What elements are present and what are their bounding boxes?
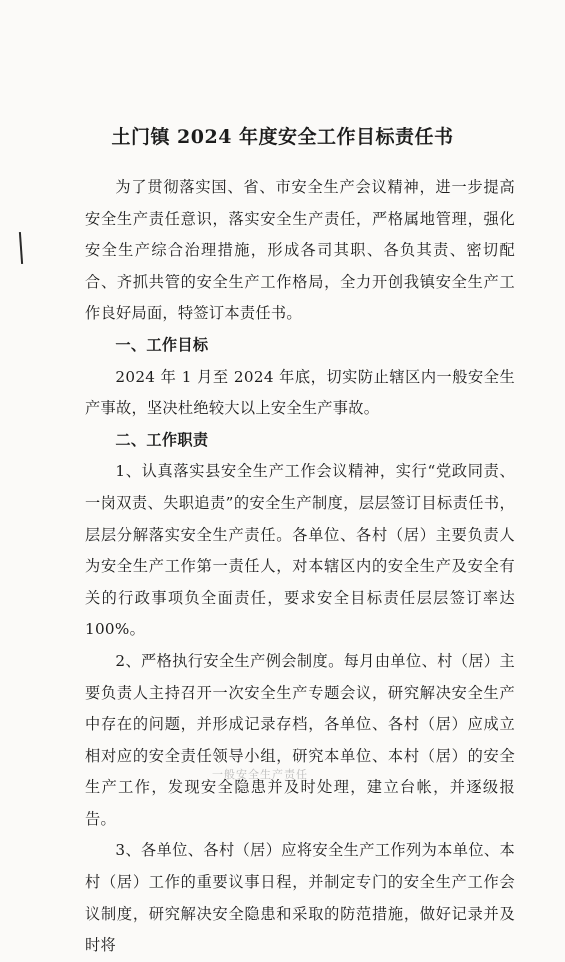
margin-pen-mark xyxy=(19,232,23,264)
document-body xyxy=(85,172,515,962)
goals-paragraph: 2024 年 1 月至 2024 年底，切实防止辖区内一般安全生产事故，坚决杜绝较大以上安全生产事故。 xyxy=(85,367,515,418)
duty-paragraph-1: 1、认真落实县安全生产工作会议精神，实行“党政同责、一岗双责、失职追责”的安全生产制度，层层签订目标责任书，层层分解落实安全生产责任。各单位、各村（居）主要负责人为安全生产工作第一责任人，对本辖区内的安全生产及安全有关的行政事项负全面责任，要求安全目标责任层层签订率达 100%。 xyxy=(85,462,515,639)
faded-overlay-text: 一般安全生产责任 xyxy=(212,768,308,781)
section-heading-goals: 一、工作目标 xyxy=(115,335,209,354)
document-title: 土门镇 2024 年度安全工作目标责任书 xyxy=(111,126,454,148)
intro-paragraph: 为了贯彻落实国、省、市安全生产会议精神，进一步提高安全生产责任意识，落实安全生产责任，严格属地管理，强化安全生产综合治理措施，形成各司其职、各负其责、密切配合、齐抓共管的安全生产工作格局，全力开创我镇安全生产工作良好局面，特签订本责任书。 xyxy=(85,178,515,323)
duty-paragraph-3: 3、各单位、各村（居）应将安全生产工作列为本单位、本村（居）工作的重要议事日程，并制定专门的安全生产工作会议制度，研究解决安全隐患和采取的防范措施，做好记录并及时将 xyxy=(85,841,515,955)
section-heading-duties: 二、工作职责 xyxy=(115,430,209,449)
duty-paragraph-2: 2、严格执行安全生产例会制度。每月由单位、村（居）主要负责人主持召开一次安全生产专题会议，研究解决安全生产中存在的问题，并形成记录存档，各单位、各村（居）应成立相对应的安全责任领导小组，研究本单位、本村（居）的安全生产工作，发现安全隐患并及时处理，建立台帐，并逐级报告。 xyxy=(85,651,515,828)
